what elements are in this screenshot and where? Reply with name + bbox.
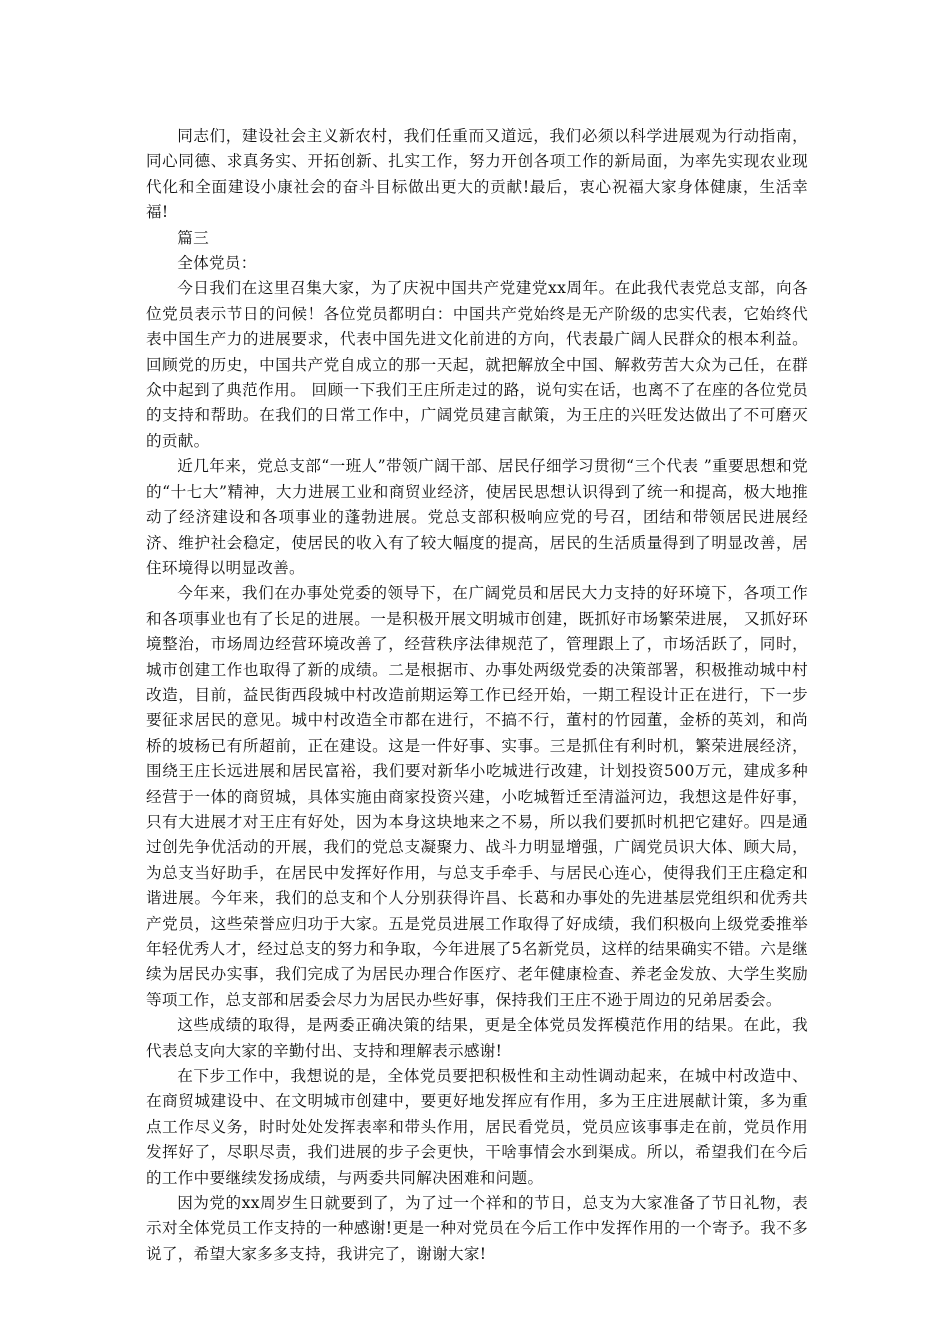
section-heading: 篇三 bbox=[177, 228, 209, 247]
body-paragraph: 这些成绩的取得，是两委正确决策的结果，更是全体党员发挥模范作用的结果。在此，我代表总支向大家的辛勤付出、支持和理解表示感谢! bbox=[146, 1016, 808, 1060]
body-paragraph: 在下步工作中，我想说的是，全体党员要把积极性和主动性调动起来，在城中村改造中、在商贸城建设中、在文明城市创建中，要更好地发挥应有作用，多为王庄进展献计策，多为重点工作尽义务，时时处处发挥表率和带头作用，居民看党员，党员应该事事走在前，党员作用发挥好了，尽职尽责，我们进展的步子会更快，干啥事情会水到渠成。所以，希望我们在今后的工作中要继续发扬成绩，与两委共同解决困难和问题。 bbox=[146, 1067, 808, 1187]
document-body bbox=[146, 124, 808, 1267]
body-paragraph: 今年来，我们在办事处党委的领导下，在广阔党员和居民大力支持的好环境下，各项工作和各项事业也有了长足的进展。一是积极开展文明城市创建，既抓好市场繁荣进展， 又抓好环境整治，市场周边经营环境改善了，经营秩序法律规范了，管理跟上了，市场活跃了，同时，城市创建工作也取得了新的成绩。二是根据市、办事处两级党委的决策部署，积极推动城中村改造，目前，益民街西段城中村改造前期运筹工作已经开始，一期工程设计正在进行，下一步要征求居民的意见。城中村改造全市都在进行，不搞不行，董村的竹园董，金桥的英刘，和尚桥的坡杨已有所超前，正在建设。这是一件好事、实事。三是抓住有利时机，繁荣进展经济，围绕王庄长远进展和居民富裕，我们要对新华小吃城进行改建，计划投资500万元，建成多种经营于一体的商贸城，具体实施由商家投资兴建，小吃城暂迁至清溢河边，我想这是件好事，只有大进展才对王庄有好处，因为本身这块地来之不易，所以我们要抓时机把它建好。四是通过创先争优活动的开展，我们的党总支凝聚力、战斗力明显增强，广阔党员识大体、顾大局，为总支当好助手，在居民中发挥好作用，与总支手牵手、与居民心连心，使得我们王庄稳定和谐进展。今年来，我们的总支和个人分别获得许昌、长葛和办事处的先进基层党组织和优秀共产党员，这些荣誉应归功于大家。五是党员进展工作取得了好成绩，我们积极向上级党委推举年轻优秀人才，经过总支的努力和争取，今年进展了5名新党员，这样的结果确实不错。六是继续为居民办实事，我们完成了为居民办理合作医疗、老年健康检查、养老金发放、大学生奖励等项工作，总支部和居委会尽力为居民办些好事，保持我们王庄不逊于周边的兄弟居委会。 bbox=[146, 584, 808, 1009]
closing-remarks: 因为党的xx周岁生日就要到了，为了过一个祥和的节日，总支为大家准备了节日礼物，表示对全体党员工作支持的一种感谢!更是一种对党员在今后工作中发挥作用的一个寄予。我不多说了，希望大家多多支持，我讲完了，谢谢大家! bbox=[146, 1194, 808, 1263]
salutation: 全体党员： bbox=[177, 254, 257, 273]
body-paragraph: 近几年来，党总支部“一班人”带领广阔干部、居民仔细学习贯彻“三个代表 ”重要思想和党的“十七大”精神，大力进展工业和商贸业经济，使居民思想认识得到了统一和提高，极大地推动了经济建设和各项事业的蓬勃进展。党总支部积极响应党的号召，团结和带领居民进展经济、维护社会稳定，使居民的收入有了较大幅度的提高，居民的生活质量得到了明显改善，居住环境得以明显改善。 bbox=[146, 457, 808, 577]
closing-paragraph: 同志们，建设社会主义新农村，我们任重而又道远，我们必须以科学进展观为行动指南，同心同德、求真务实、开拓创新、扎实工作，努力开创各项工作的新局面，为率先实现农业现代化和全面建设小康社会的奋斗目标做出更大的贡献!最后，衷心祝福大家身体健康，生活幸福! bbox=[146, 127, 808, 222]
body-paragraph: 今日我们在这里召集大家，为了庆祝中国共产党建党xx周年。在此我代表党总支部，向各位党员表示节日的问候！各位党员都明白：中国共产党始终是无产阶级的忠实代表，它始终代表中国生产力的进展要求，代表中国先进文化前进的方向，代表最广阔人民群众的根本利益。回顾党的历史，中国共产党自成立的那一天起，就把解放全中国、解救劳苦大众为己任，在群众中起到了典范作用。 回顾一下我们王庄所走过的路，说句实在话，也离不了在座的各位党员的支持和帮助。在我们的日常工作中，广阔党员建言献策，为王庄的兴旺发达做出了不可磨灭的贡献。 bbox=[146, 279, 808, 450]
